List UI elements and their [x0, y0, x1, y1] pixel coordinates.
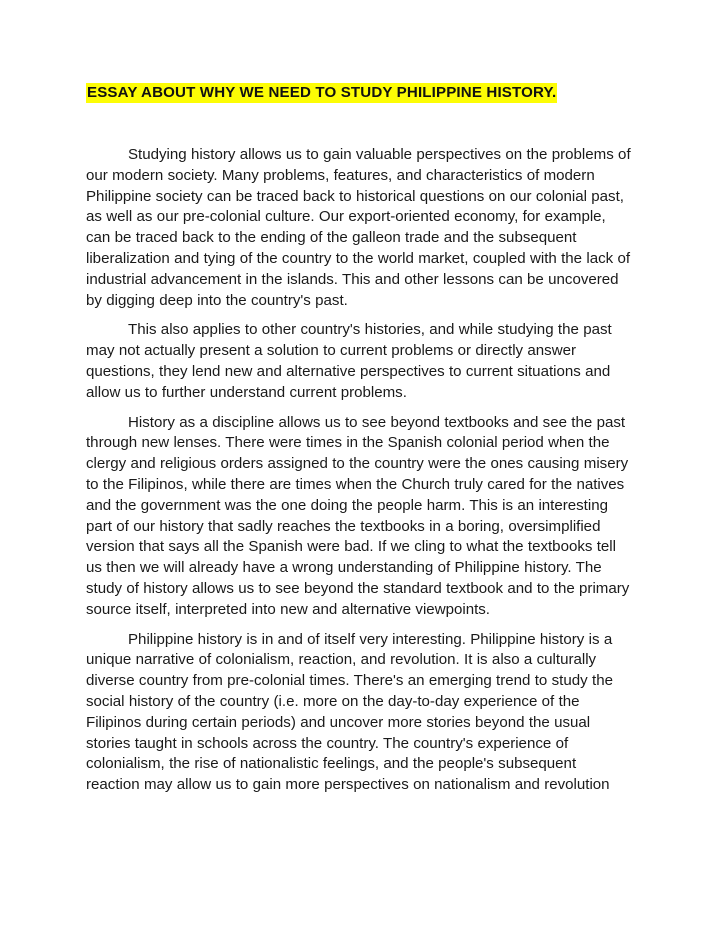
essay-paragraph-4: Philippine history is in and of itself very interesting. Philippine history is a unique narrative of colonialism, reaction, and revolution. It is also a culturally diverse country from pre-colonial times. There's an emerging trend to study the social history of the country (i.e. more on the day-to-day experience of the Filipinos during certain periods) and uncover more stories beyond the usual stories taught in schools across the country. The country's experience of colonialism, the rise of nationalistic feelings, and the people's subsequent reaction may allow us to gain more perspectives on nationalism and revolution [86, 630, 613, 794]
essay-paragraph-2: This also applies to other country's histories, and while studying the past may not actually present a solution to current problems or directly answer questions, they lend new and alternative perspectives to current situations and allow us to further understand current problems. [86, 321, 612, 401]
document-body [86, 82, 634, 796]
essay-title-highlighted-text: ESSAY ABOUT WHY WE NEED TO STUDY PHILIPPINE HISTORY. [87, 84, 557, 101]
essay-title [86, 82, 634, 103]
essay-paragraph-3: History as a discipline allows us to see beyond textbooks and see the past through new lenses. There were times in the Spanish colonial period when the clergy and religious orders assigned to the country were the ones causing misery to the Filipinos, while there are times when the Church truly cared for the natives and the government was the one doing the people harm. This is an interesting part of our history that sadly reaches the textbooks in a boring, oversimplified version that says all the Spanish were bad. If we cling to what the textbooks tell us then we will already have a wrong understanding of Philippine history. The study of history allows us to see beyond the standard textbook and to the primary source itself, interpreted into new and alternative viewpoints. [86, 413, 630, 618]
essay-paragraph-1: Studying history allows us to gain valuable perspectives on the problems of our modern society. Many problems, features, and characteristics of modern Philippine society can be traced back to historical questions on our colonial past, as well as our pre-colonial culture. Our export-oriented economy, for example, can be traced back to the ending of the galleon trade and the subsequent liberalization and tying of the country to the world market, coupled with the lack of industrial advancement in the islands. This and other lessons can be uncovered by digging deep into the country's past. [86, 146, 631, 309]
essay-paragraphs [86, 145, 634, 796]
